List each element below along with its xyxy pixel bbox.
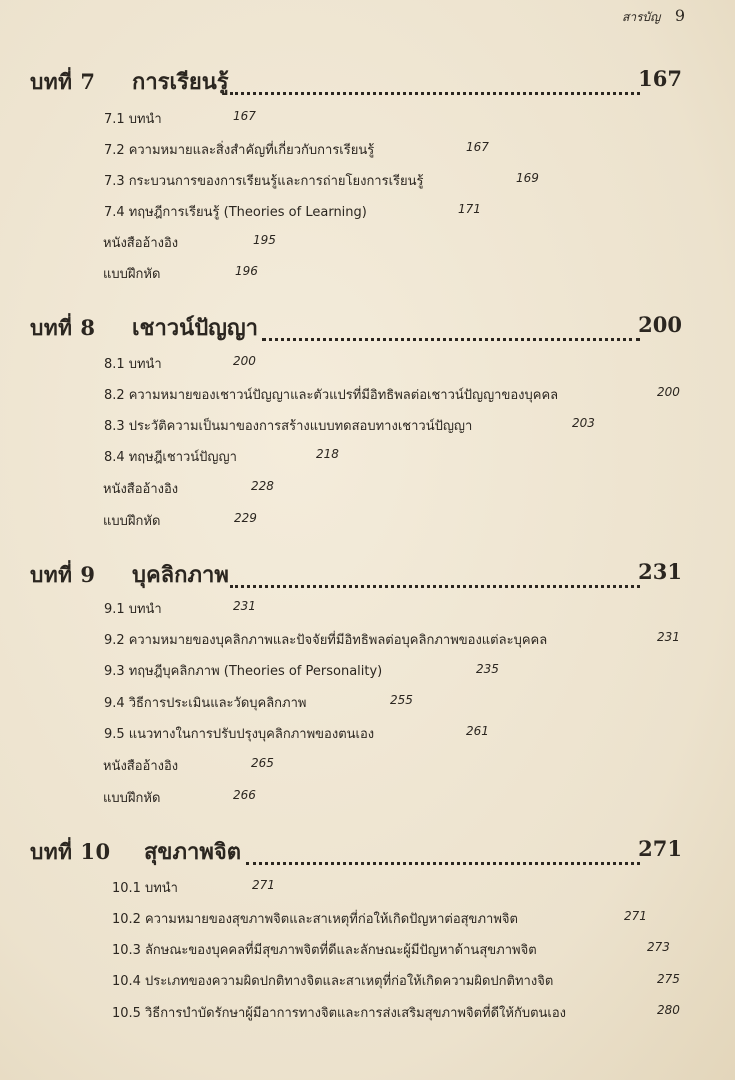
chapter-page: 271 <box>638 836 682 861</box>
toc-entry: แบบฝึกหัด <box>103 267 161 282</box>
toc-entry: 9.2 ความหมายของบุคลิกภาพและปัจจัยที่มีอิทธิพลต่อบุคลิกภาพของแต่ละบุคคล <box>104 633 548 648</box>
entry-page: 228 <box>251 479 274 493</box>
entry-page: 171 <box>458 202 481 216</box>
entry-page: 271 <box>624 909 647 923</box>
chapter-title: สุขภาพจิต <box>144 839 242 865</box>
toc-entry: 9.1 บทนำ <box>104 602 162 617</box>
toc-entry: 8.2 ความหมายของเชาวน์ปัญญาและตัวแปรที่มีอิทธิพลต่อเชาวน์ปัญญาของบุคคล <box>104 388 559 403</box>
entry-page: 231 <box>657 630 680 644</box>
toc-entry: 7.4 ทฤษฎีการเรียนรู้ (Theories of Learning) <box>104 205 367 220</box>
toc-entry: 10.1 บทนำ <box>112 881 178 896</box>
leader-dots <box>230 559 640 588</box>
chapter-heading <box>30 836 682 864</box>
toc-entry: 9.3 ทฤษฎีบุคลิกภาพ (Theories of Personality) <box>104 664 383 679</box>
entry-page: 218 <box>316 447 339 461</box>
chapter-page: 200 <box>638 312 682 337</box>
chapter-title: บุคลิกภาพ <box>132 562 229 588</box>
toc-entry: 7.1 บทนำ <box>104 112 162 127</box>
chapter-title: การเรียนรู้ <box>132 69 229 95</box>
toc-entry: แบบฝึกหัด <box>103 514 161 529</box>
toc-entry: หนังสืออ้างอิง <box>103 759 179 774</box>
running-header <box>622 6 685 27</box>
toc-entry: หนังสืออ้างอิง <box>103 482 179 497</box>
chapter-label: บทที่ 9 <box>30 562 96 587</box>
toc-entry: หนังสืออ้างอิง <box>103 236 179 251</box>
chapter-page: 167 <box>638 66 682 91</box>
chapter-heading <box>30 559 682 587</box>
entry-page: 196 <box>235 264 258 278</box>
entry-page: 255 <box>390 693 413 707</box>
entry-page: 169 <box>516 171 539 185</box>
entry-page: 261 <box>466 724 489 738</box>
leader-dots <box>246 836 640 865</box>
toc-entry: แบบฝึกหัด <box>103 791 161 806</box>
chapter-page: 231 <box>638 559 682 584</box>
entry-page: 280 <box>657 1003 680 1017</box>
chapter-heading <box>30 312 682 340</box>
entry-page: 231 <box>233 599 256 613</box>
toc-entry: 10.2 ความหมายของสุขภาพจิตและสาเหตุที่ก่อให้เกิดปัญหาต่อสุขภาพจิต <box>112 912 518 927</box>
toc-entry: 8.1 บทนำ <box>104 357 162 372</box>
toc-entry: 10.3 ลักษณะของบุคคลที่มีสุขภาพจิตที่ดีและลักษณะผู้มีปัญหาด้านสุขภาพจิต <box>112 943 537 958</box>
chapter-label: บทที่ 7 <box>30 69 96 94</box>
entry-page: 229 <box>234 511 257 525</box>
toc-entry: 7.3 กระบวนการของการเรียนรู้และการถ่ายโยงการเรียนรู้ <box>104 174 424 189</box>
chapter-label: บทที่ 10 <box>30 839 111 864</box>
entry-page: 167 <box>233 109 256 123</box>
entry-page: 266 <box>233 788 256 802</box>
chapter-heading <box>30 66 682 94</box>
chapter-label: บทที่ 8 <box>30 315 96 340</box>
entry-page: 200 <box>657 385 680 399</box>
entry-page: 271 <box>252 878 275 892</box>
leader-dots <box>262 312 640 341</box>
entry-page: 235 <box>476 662 499 676</box>
entry-page: 275 <box>657 972 680 986</box>
toc-entry: 8.3 ประวัติความเป็นมาของการสร้างแบบทดสอบทางเชาวน์ปัญญา <box>104 419 473 434</box>
toc-entry: 7.2 ความหมายและสิ่งสำคัญที่เกี่ยวกับการเรียนรู้ <box>104 143 375 158</box>
toc-entry: 10.4 ประเภทของความผิดปกติทางจิตและสาเหตุที่ก่อให้เกิดความผิดปกติทางจิต <box>112 974 554 989</box>
chapter-title: เชาวน์ปัญญา <box>132 315 259 341</box>
toc-entry: 10.5 วิธีการบำบัดรักษาผู้มีอาการทางจิตและการส่งเสริมสุขภาพจิตที่ดีให้กับตนเอง <box>112 1006 567 1021</box>
toc-entry: 9.4 วิธีการประเมินและวัดบุคลิกภาพ <box>104 696 307 711</box>
leader-dots <box>230 66 640 95</box>
running-header-title: สารบัญ <box>622 10 661 24</box>
entry-page: 265 <box>251 756 274 770</box>
toc-entry: 8.4 ทฤษฎีเชาวน์ปัญญา <box>104 450 237 465</box>
page-number: 9 <box>674 6 685 25</box>
entry-page: 273 <box>647 940 670 954</box>
toc-entry: 9.5 แนวทางในการปรับปรุงบุคลิกภาพของตนเอง <box>104 727 375 742</box>
entry-page: 195 <box>253 233 276 247</box>
entry-page: 200 <box>233 354 256 368</box>
entry-page: 167 <box>466 140 489 154</box>
entry-page: 203 <box>572 416 595 430</box>
